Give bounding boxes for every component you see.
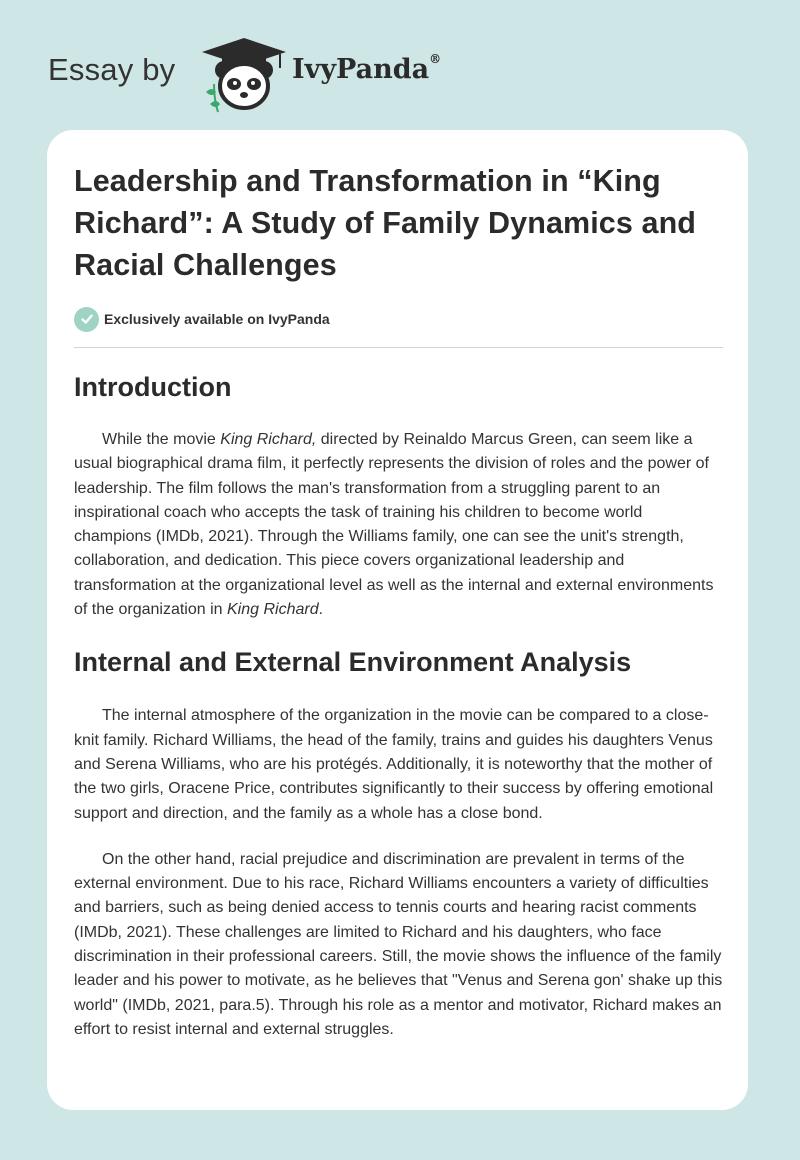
essay-title: Leadership and Transformation in “King Richard”: A Study of Family Dynamics and Racial Challenges — [74, 164, 697, 282]
essay-content — [74, 160, 724, 1042]
paragraph-external-environment: On the other hand, racial prejudice and discrimination are prevalent in terms of the external environment. Due to his race, Richard Williams encounters a variety of difficulties and barriers, such as being denied access to tennis courts and hearing racist comments (IMDb, 2021). These challenges are limited to Richard and his daughters, who face discrimination in their professional careers. Still, the movie shows the influence of the family leader and his power to motivate, as he believes that "Venus and Serena gon' shake up this world" (IMDb, 2021, para.5). Through his role as a mentor and motivator, Richard makes an effort to resist internal and external struggles. — [74, 850, 723, 1038]
exclusive-badge — [74, 306, 724, 332]
site-header — [48, 28, 648, 118]
essay-card — [47, 130, 748, 1110]
check-circle-icon — [74, 307, 99, 332]
title-divider — [74, 347, 723, 348]
brand-name[interactable]: IvyPanda® — [292, 52, 442, 85]
paragraph-introduction: While the movie King Richard, directed by Reinaldo Marcus Green, can seem like a usual biographical drama film, it perfectly represents the division of roles and the power of leadership. The film follows the man's transformation from a struggling parent to an inspirational coach who accepts the task of training his children to become world champions (IMDb, 2021). Through the Williams family, one can see the unit's strength, collaboration, and dedication. This piece covers organizational leadership and transformation at the organizational level as well as the internal and external environments of the organization in King Richard. — [74, 431, 714, 619]
section-heading-introduction: Introduction — [74, 372, 232, 402]
essay-by-label: Essay by — [48, 52, 176, 87]
ivypanda-panda-logo-icon[interactable] — [200, 34, 288, 114]
exclusive-label: Exclusively available on IvyPanda — [104, 311, 330, 327]
section-heading-environment: Internal and External Environment Analysis — [74, 647, 632, 678]
paragraph-internal-environment: The internal atmosphere of the organization in the movie can be compared to a close-knit family. Richard Williams, the head of the family, trains and guides his daughters Venus and Serena Williams, who are his protégés. Additionally, it is noteworthy that the mother of the two girls, Oracene Price, contributes significantly to their success by offering emotional support and direction, and the family as a whole has a close bond. — [74, 707, 714, 822]
